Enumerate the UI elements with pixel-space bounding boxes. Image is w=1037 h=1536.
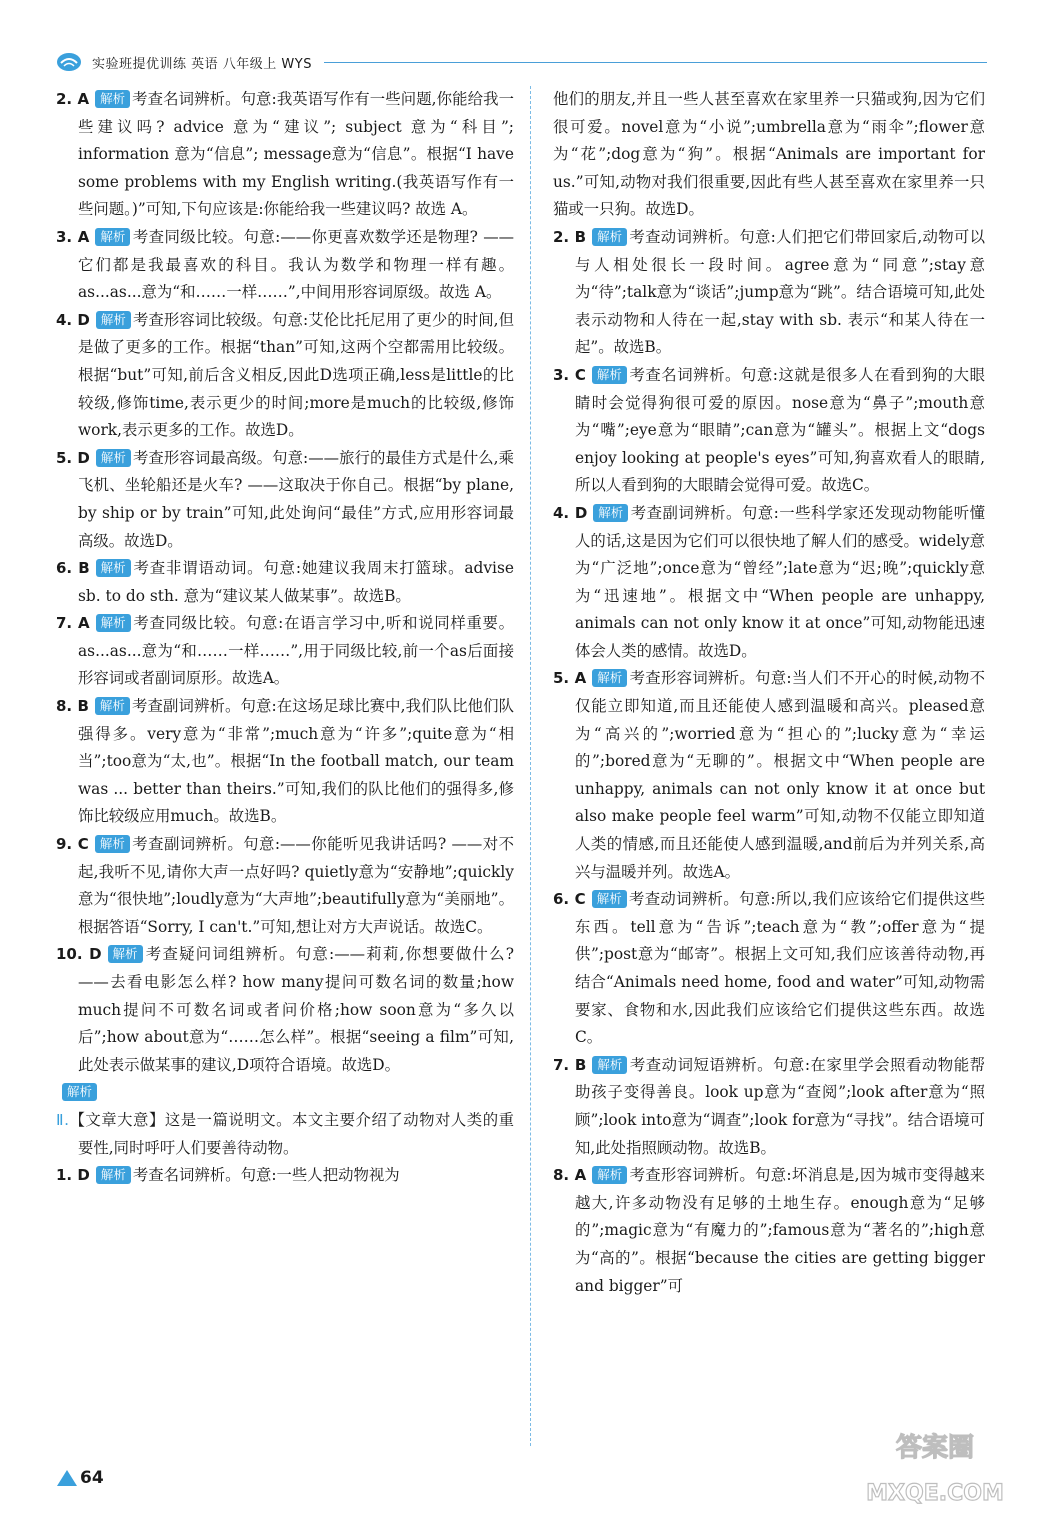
answer-item	[56, 1079, 514, 1107]
item-text: 考查形容词辨析。句意:当人们不开心的时候,动物不仅能立即知道,而且还能使人感到温暖和高兴。pleased意为“高兴的”;worried意为“担心的”;lucky意为“幸运的”;bored意为“无聊的”。根据文中“When people are unhappy, animals can not only know it at once but also make people feel warm”可知,动物不仅能立即知道人类的情感,而且还能使人感到温暖,and前后为并列关系,高兴与温暖并列。故选A。	[575, 669, 986, 881]
answer-item	[553, 224, 985, 362]
analysis-tag: 解析	[592, 669, 627, 687]
left-column	[56, 86, 514, 1190]
item-text: 考查形容词最高级。句意:——旅行的最佳方式是什么,乘飞机、坐轮船还是火车? ——这取决于你自己。根据“by plane, by ship or by train”可知,此处询问“最佳”方式,应用形容词最高级。故选D。	[78, 448, 515, 550]
item-text: 考查动词辨析。句意:所以,我们应该给它们提供这些东西。tell意为“告诉”;teach意为“教”;offer意为“提供”;post意为“邮寄”。根据上文可知,我们应该善待动物,再结合“Animals need home, food and water”可知,动物需要家、食物和水,因此我们应该给它们提供这些东西。故选C。	[575, 890, 985, 1047]
item-text: 考查动词辨析。句意:人们把它们带回家后,动物可以与人相处很长一段时间。agree意为“同意”;stay意为“待”;talk意为“谈话”;jump意为“跳”。结合语境可知,此处表示动物和人待在一起,stay with sb. 表示“和某人待在一起”。故选B。	[575, 227, 985, 357]
item-number: 3. A	[56, 227, 90, 246]
watermark-logo	[855, 1408, 1015, 1518]
item-text: 考查同级比较。句意:在语言学习中,听和说同样重要。as...as...意为“和……一样……”,用于同级比较,前一个as后面接形容词或者副词原形。故选A。	[78, 614, 515, 688]
analysis-tag: 解析	[95, 835, 130, 853]
continued-text: 他们的朋友,并且一些人甚至喜欢在家里养一只猫或狗,因为它们很可爱。novel意为“小说”;umbrella意为“雨伞”;flower意为“花”;dog意为“狗”。根据“Animals are important for us.”可知,动物对我们很重要,因此有些人甚至喜欢在家里养一只猫或一只狗。故选D。	[553, 90, 985, 219]
answer-item	[56, 610, 514, 693]
item-number: 2. A	[56, 90, 90, 108]
item-number: 9. C	[56, 835, 89, 854]
item-text: 考查形容词辨析。句意:坏消息是,因为城市变得越来越大,许多动物没有足够的土地生存。enough意为“足够的”;magic意为“有魔力的”;famous意为“著名的”;high意为“高的”。根据“because the cities are getting bigger and bigger”可	[575, 1166, 986, 1295]
item-number: 7. B	[553, 1055, 587, 1074]
item-text: 考查名词辨析。句意:一些人把动物视为	[132, 1166, 400, 1185]
answer-item	[56, 693, 514, 831]
answer-item	[56, 307, 514, 445]
item-number: 1. D	[56, 1166, 90, 1185]
column-divider	[530, 86, 531, 1446]
item-number: 8. A	[553, 1166, 587, 1185]
header-rule	[324, 62, 987, 63]
analysis-tag: 解析	[95, 697, 130, 715]
watermark-line2: MXQE.COM	[866, 1481, 1004, 1506]
item-number: 5. D	[56, 448, 90, 467]
answer-item	[56, 1162, 514, 1190]
analysis-tag: 解析	[62, 1083, 97, 1101]
item-text: 考查名词辨析。句意:这就是很多人在看到狗的大眼睛时会觉得狗很可爱的原因。nose意为“鼻子”;mouth意为“嘴”;eye意为“眼睛”;can意为“罐头”。根据上文“dogs enjoy looking at people's eyes”可知,狗喜欢看人的眼睛,所以人看到狗的大眼睛会觉得可爱。故选C。	[575, 365, 985, 495]
item-text: 考查动词短语辨析。句意:在家里学会照看动物能帮助孩子变得善良。look up意为“查阅”;look after意为“照顾”;look into意为“调查”;look for意为“寻找”。结合语境可知,此处指照顾动物。故选B。	[575, 1055, 985, 1157]
answer-item	[553, 500, 985, 666]
book-logo-icon	[56, 51, 82, 73]
page-number: 64	[80, 1468, 104, 1488]
analysis-tag: 解析	[96, 1166, 131, 1184]
answer-item	[553, 665, 985, 886]
item-text: 考查同级比较。句意:——你更喜欢数学还是物理? ——它们都是我最喜欢的科目。我认为数学和物理一样有趣。as...as...意为“和……一样……”,中间用形容词原级。故选 A。	[78, 227, 514, 302]
item-number: 6. B	[56, 559, 90, 578]
section-mark: Ⅱ.	[56, 1110, 69, 1129]
answer-item	[553, 362, 985, 500]
analysis-tag: 解析	[108, 945, 143, 963]
watermark-line1: 答案圈	[895, 1433, 975, 1463]
section-text: 这是一篇说明文。本文主要介绍了动物对人类的重要性,同时呼吁人们要善待动物。	[78, 1110, 514, 1157]
analysis-tag: 解析	[95, 90, 130, 108]
answer-item	[56, 831, 514, 941]
analysis-tag: 解析	[592, 1056, 627, 1074]
item-text: 考查疑问词组辨析。句意:——莉莉,你想要做什么? ——去看电影怎么样? how many提问可数名词的数量;how much提问不可数名词或者问价格;how soon意为“多久以后”;how about意为“……怎么样”。根据“seeing a film”可知,此处表示做某事的建议,D项符合语境。故选D。	[78, 945, 514, 1074]
item-text: 考查非谓语动词。句意:她建议我周末打篮球。advise sb. to do sth. 意为“建议某人做某事”。故选B。	[78, 559, 514, 605]
page-footer	[56, 1466, 104, 1488]
page-header	[56, 50, 987, 74]
answer-item	[56, 86, 514, 224]
item-number: 10. D	[56, 945, 102, 964]
header-title: 实验班提优训练 英语 八年级上 WYS	[92, 56, 312, 72]
answer-item	[553, 1162, 985, 1300]
answer-item	[56, 224, 514, 307]
analysis-tag: 解析	[592, 228, 627, 246]
analysis-tag: 解析	[592, 1166, 627, 1184]
item-number: 3. C	[553, 365, 586, 384]
item-text: 考查副词辨析。句意:——你能听见我讲话吗? ——对不起,我听不见,请你大声一点好吗? quietly意为“安静地”;quickly意为“很快地”;loudly意为“大声地”;beautifully意为“美丽地”。根据答语“Sorry, I can't.”可知,想让对方大声说话。故选C。	[78, 835, 514, 936]
item-number: 4. D	[553, 503, 588, 522]
item-number: 4. D	[56, 310, 90, 329]
answer-item	[553, 1052, 985, 1162]
item-text: 考查名词辨析。句意:我英语写作有一些问题,你能给我一些建议吗? advice 意为“建议”; subject 意为“科目”; information 意为“信息”; message意为“信息”。根据“I have some problems with my English writing.(我英语写作有一些问题。)”可知,下句应该是:你能给我一些建议吗? 故选 A。	[78, 90, 514, 219]
item-number: 8. B	[56, 697, 89, 716]
analysis-tag: 解析	[96, 614, 131, 632]
item-text: 考查形容词比较级。句意:艾伦比托尼用了更少的时间,但是做了更多的工作。根据“than”可知,这两个空都需用比较级。根据“but”可知,前后含义相反,因此D选项正确,less是little的比较级,修饰time,表示更少的时间;more是much的比较级,修饰work,表示更多的工作。故选D。	[78, 310, 514, 440]
answer-item	[56, 445, 514, 555]
analysis-tag: 解析	[592, 890, 627, 908]
item-number: 7. A	[56, 614, 90, 633]
analysis-tag: 解析	[96, 311, 131, 329]
item-text: 考查副词辨析。句意:一些科学家还发现动物能听懂人的话,这是因为它们可以很快地了解人们的感受。widely意为“广泛地”;once意为“曾经”;late意为“迟;晚”;quickly意为“迅速地”。根据文中“When people are unhappy, animals can not only know it at once”可知,动物能迅速体会人类的感情。故选D。	[575, 503, 986, 660]
answer-item	[553, 886, 985, 1052]
page-corner-icon	[56, 1466, 78, 1488]
item-text: 考查副词辨析。句意:在这场足球比赛中,我们队比他们队强得多。very意为“非常”;much意为“许多”;quite意为“相当”;too意为“太,也”。根据“In the football match, our team was ... better than theirs.”可知,我们的队比他们的强得多,修饰比较级应用much。故选B。	[78, 697, 515, 826]
item-number: 6. C	[553, 890, 586, 909]
analysis-tag: 解析	[95, 228, 130, 246]
section-heading: 【文章大意】	[68, 1110, 165, 1129]
analysis-tag: 解析	[593, 504, 628, 522]
analysis-tag: 解析	[592, 366, 627, 384]
item-number: 2. B	[553, 227, 587, 246]
answer-item	[56, 555, 514, 610]
right-column	[553, 86, 985, 1300]
analysis-tag: 解析	[96, 449, 131, 467]
analysis-tag: 解析	[96, 559, 131, 577]
answer-item	[56, 941, 514, 1079]
item-number: 5. A	[553, 669, 587, 688]
section-summary	[56, 1107, 514, 1162]
